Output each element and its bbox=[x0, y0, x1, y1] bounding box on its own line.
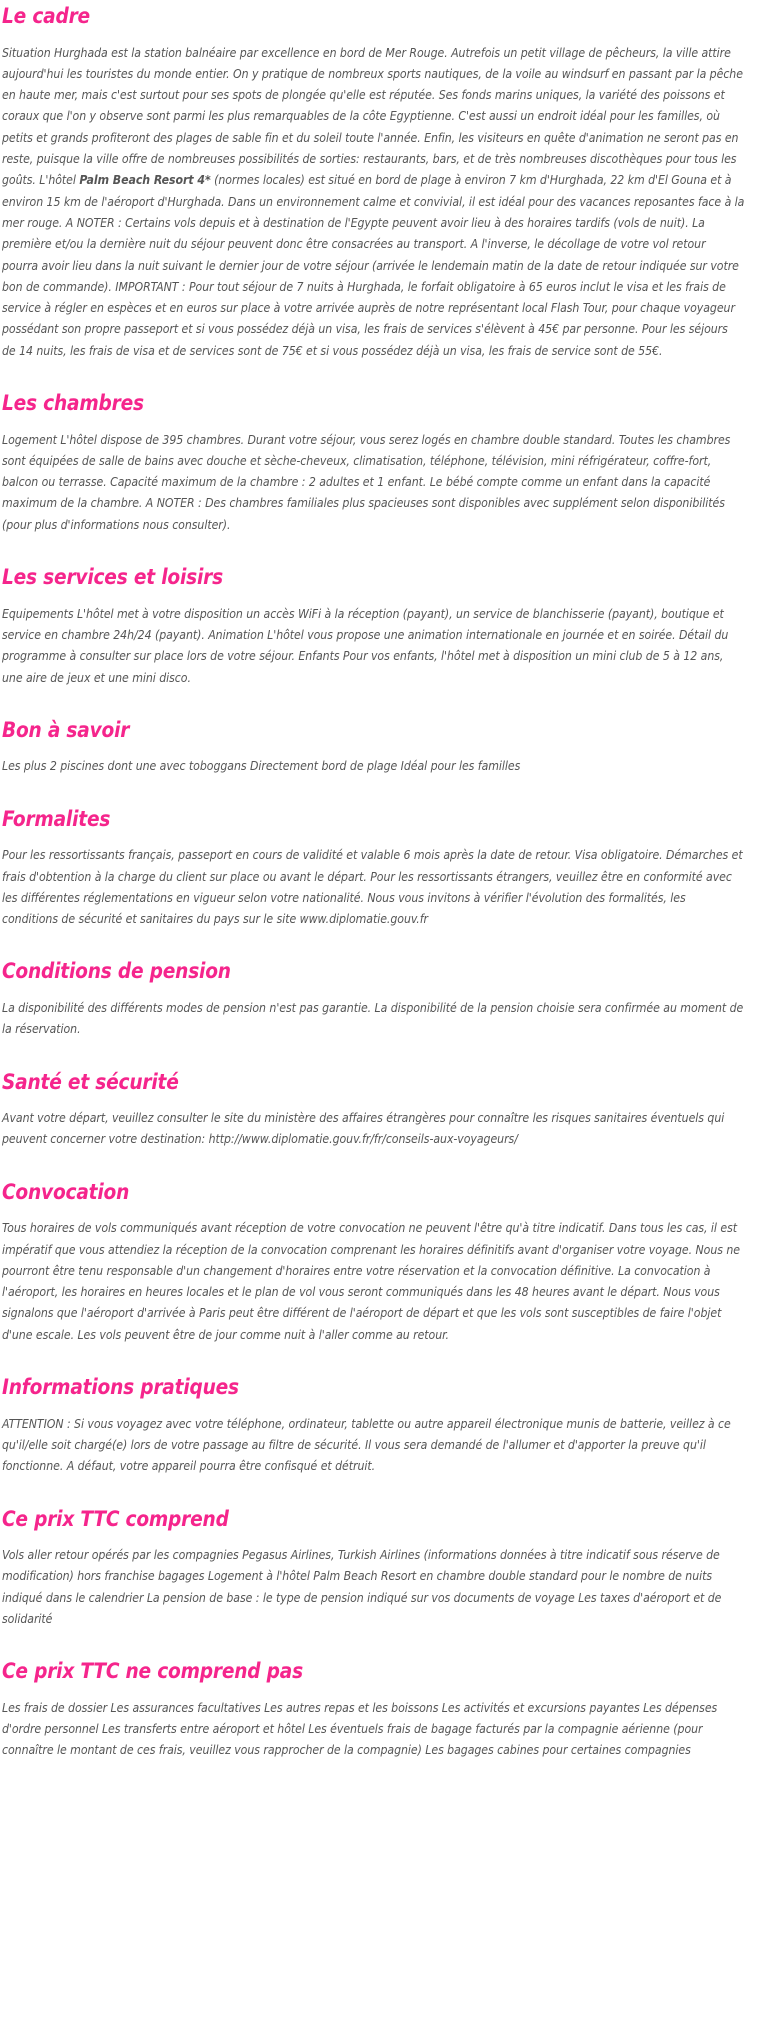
section-body-text: ATTENTION : Si vous voyagez avec votre téléphone, ordinateur, tablette ou autre appareil électronique munis de batterie, veillez à ce qu'il/elle soit chargé(e) lors de votre passage au filtre de sécurité. Il vous sera demandé de l'allumer et d'apporter la preuve qu'il fonctionne. A défaut, votre appareil pourra être confisqué et détruit. bbox=[2, 1415, 731, 1474]
section-body-text: Equipements L'hôtel met à votre disposition un accès WiFi à la réception (payant), un service de blanchisserie (payant), boutique et service en chambre 24h/24 (payant). Animation L'hôtel vous propose une animation internationale en journée et en soirée. Détail du programme à consulter sur place lors de votre séjour. Enfants Pour vos enfants, l'hôtel met à disposition un mini club de 5 à 12 ans, une aire de jeux et une mini disco. bbox=[2, 605, 729, 685]
section-le-cadre bbox=[2, 6, 756, 361]
section-heading: Informations pratiques bbox=[2, 1375, 239, 1401]
section-heading: Conditions de pension bbox=[2, 959, 231, 985]
section-les-chambres bbox=[2, 393, 756, 535]
section-body-text: Avant votre départ, veuillez consulter le site du ministère des affaires étrangères pour connaître les risques sanitaires éventuels qui peuvent concerner votre destination: http://www.diplomatie.gouv.fr/fr/conseils-aux-voyageurs/ bbox=[2, 1110, 725, 1147]
section-informations-pratiques bbox=[2, 1377, 756, 1476]
section-body-text: Tous horaires de vols communiqués avant réception de votre convocation ne peuvent l'être qu'à titre indicatif. Dans tous les cas, il est impératif que vous attendiez la réception de la convocation comprenant les horaires définitifs avant d'organiser votre voyage. Nous ne pourront être tenu responsable d'un changement d'horaires entre votre réservation et la convocation définitive. La convocation à l'aéroport, les horaires en heures locales et le plan de vol vous seront communiqués dans les 48 heures avant le départ. Nous vous signalons que l'aéroport d'arrivée à Paris peut être différent de l'aéroport de départ et que les vols sont susceptibles de faire l'objet d'une escale. Les vols peuvent être de jour comme nuit à l'aller comme au retour. bbox=[2, 1220, 740, 1342]
section-ce-prix-ttc-ne-comprend-pas bbox=[2, 1661, 756, 1760]
section-body-text: Les plus 2 piscines dont une avec toboggans Directement bord de plage Idéal pour les familles bbox=[2, 758, 521, 774]
section-body-text: La disponibilité des différents modes de pension n'est pas garantie. La disponibilité de la pension choisie sera confirmée au moment de la réservation. bbox=[2, 999, 744, 1037]
section-heading: Bon à savoir bbox=[2, 717, 130, 743]
sections-container bbox=[2, 6, 756, 1761]
section-heading: Ce prix TTC comprend bbox=[2, 1506, 229, 1532]
section-heading: Formalites bbox=[2, 806, 111, 832]
section-body-text: Pour les ressortissants français, passeport en cours de validité et valable 6 mois après la date de retour. Visa obligatoire. Démarches et frais d'obtention à la charge du client sur place ou avant le départ. Pour les ressortissants étrangers, veuillez être en conformité avec les différentes réglementations en vigueur selon votre nationalité. Nous vous invitons à vérifier l'évolution des formalités, les conditions de sécurité et sanitaires du pays sur le site www.diplomatie.gouv.fr bbox=[2, 847, 743, 927]
section-body-text: Vols aller retour opérés par les compagnies Pegasus Airlines, Turkish Airlines (informations données à titre indicatif sous réserve de modification) hors franchise bagages Logement à l'hôtel Palm Beach Resort en chambre double standard pour le nombre de nuits indiqué dans le calendrier La pension de base : le type de pension indiqué sur vos documents de voyage Les taxes d'aéroport et de solidarité bbox=[2, 1547, 722, 1626]
section-heading: Les chambres bbox=[2, 391, 144, 417]
section-body-text: Logement L'hôtel dispose de 395 chambres. Durant votre séjour, vous serez logés en chambre double standard. Toutes les chambres sont équipées de salle de bains avec douche et sèche-cheveux, climatisation, téléphone, télévision, mini réfrigérateur, coffre-fort, balcon ou terrasse. Capacité maximum de la chambre : 2 adultes et 1 enfant. Le bébé compte comme un enfant dans la capacité maximum de la chambre. A NOTER : Des chambres familiales plus spacieuses sont disponibles avec supplément selon disponibilités (pour plus d'informations nous consulter). bbox=[2, 431, 731, 532]
section-ce-prix-ttc-comprend bbox=[2, 1506, 756, 1630]
section-heading: Convocation bbox=[2, 1179, 130, 1205]
section-formalites bbox=[2, 806, 756, 930]
section-body-text: Les frais de dossier Les assurances facultatives Les autres repas et les boissons Les activités et excursions payantes Les dépenses d'ordre personnel Les transferts entre aéroport et hôtel Les éventuels frais de bagage facturés par la compagnie aérienne (pour connaître le montant de ces frais, veuillez vous rapprocher de la compagnie) Les bagages cabines pour certaines compagnies bbox=[2, 1699, 718, 1758]
section-bon-a-savoir bbox=[2, 717, 756, 777]
section-sante-et-securite bbox=[2, 1069, 756, 1150]
section-les-services-et-loisirs bbox=[2, 567, 756, 688]
section-heading: Les services et loisirs bbox=[2, 565, 223, 591]
product-description-document bbox=[0, 6, 758, 1807]
section-heading: Santé et sécurité bbox=[2, 1069, 179, 1095]
section-heading: Le cadre bbox=[2, 4, 90, 29]
section-heading: Ce prix TTC ne comprend pas bbox=[2, 1659, 303, 1685]
section-conditions-de-pension bbox=[2, 961, 756, 1039]
section-body-text: Situation Hurghada est la station balnéaire par excellence en bord de Mer Rouge. Autrefois un petit village de pêcheurs, la ville attire aujourd'hui les touristes du monde entier. On y pratique de nombreux sports nautiques, de la voile au windsurf en passant par la pêche en haute mer, mais c'est surtout pour ses spots de plongée qu'elle est réputée. Ses fonds marins uniques, la variété des poissons et coraux que l'on y observe sont parmi les plus remarquables de la côte Egyptienne. C'est aussi un endroit idéal pour les familles, où petits et grands profiteront des plages de sable fin et du soleil toute l'année. Enfin, les visiteurs en quête d'animation ne seront pas en reste, puisque la ville offre de nombreuses possibilités de sorties: restaurants, bars, et de très nombreuses discothèques pour tous les goûts. L'hôtel Palm Beach Resort 4* (normes locales) est situé en bord de plage à environ 7 km d'Hurghada, 22 km d'El Gouna et à environ 15 km de l'aéroport d'Hurghada. Dans un environnement calme et convivial, il est idéal pour des vacances reposantes face à la mer rouge. A NOTER : Certains vols depuis et à destination de l'Egypte peuvent avoir lieu à des horaires tardifs (vols de nuit). La première et/ou la dernière nuit du séjour peuvent donc être consacrées au transport. A l'inverse, le décollage de votre vol retour pourra avoir lieu dans la nuit suivant le dernier jour de votre séjour (arrivée le lendemain matin de la date de retour indiquée sur votre bon de commande). IMPORTANT : Pour tout séjour de 7 nuits à Hurghada, le forfait obligatoire à 65 euros inclut le visa et les frais de service à régler en espèces et en euros sur place à votre arrivée auprès de notre représentant local Flash Tour, pour chaque voyageur possédant son propre passeport et si vous possédez déjà un visa, les frais de services s'élèvent à 45€ par personne. Pour les séjours de 14 nuits, les frais de visa et de services sont de 75€ et si vous possédez déjà un visa, les frais de service sont de 55€. bbox=[2, 44, 745, 358]
section-convocation bbox=[2, 1179, 756, 1345]
